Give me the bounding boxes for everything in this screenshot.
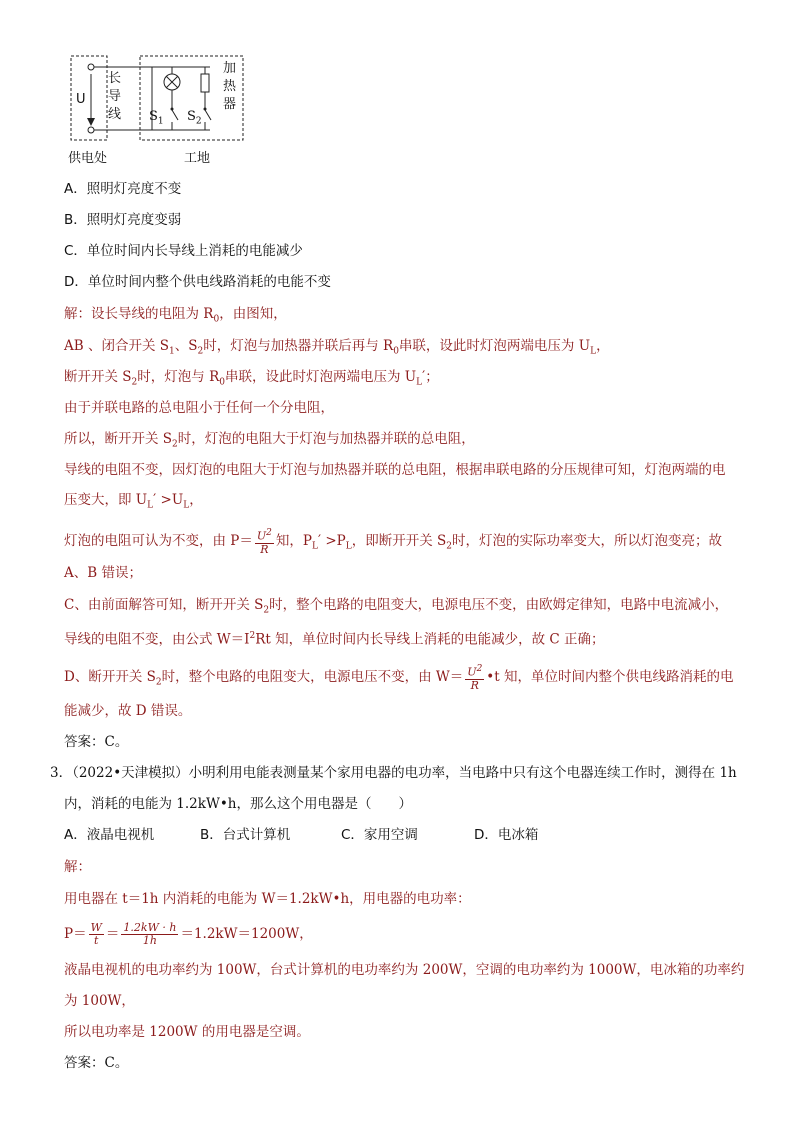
solution-line: 解：设长导线的电阻为 $R_0$，由图知，	[64, 306, 287, 325]
option-c: C．单位时间内长导线上消耗的电能减少	[64, 243, 303, 259]
solution-line: 由于并联电路的总电阻小于任何一个分电阻，	[64, 400, 334, 416]
solution-line: 能减少，故 D 错误。	[64, 703, 192, 719]
q3-option-d: D．电冰箱	[474, 827, 539, 843]
voltage-label: U	[76, 92, 86, 107]
question-3-stem: 内，消耗的电能为 1.2kW•h，那么这个用电器是（ ）	[64, 796, 412, 812]
option-a: A．照明灯亮度不变	[64, 181, 182, 197]
circuit-diagram	[60, 52, 260, 172]
site-label: 工地	[184, 151, 211, 166]
power-fraction: $\frac{U^2}{R}$	[256, 528, 272, 556]
solution-line: 用电器在 t＝1h 内消耗的电能为 W＝1.2kW•h，用电器的电功率：	[64, 891, 471, 907]
answer-q3: 答案：C。	[64, 1055, 129, 1071]
solution-line: 所以，断开开关 $S_2$时，灯泡的电阻大于灯泡与加热器并联的总电阻，	[64, 431, 475, 450]
switch-s2-label: $S_2$	[187, 109, 202, 127]
power-w-over-t: $\frac{W}{t}$	[90, 921, 102, 947]
power-value-fraction: $\frac{1.2kW \cdot h}{1h}$	[123, 921, 177, 947]
solution-line: 为 100W，	[64, 993, 135, 1009]
solution-line: 导线的电阻不变，由公式 $W=I^2Rt$ 知，单位时间内长导线上消耗的电能减少，故 C 正确；	[64, 631, 605, 648]
q3-option-a: A．液晶电视机	[64, 827, 155, 843]
solution-line: 解：	[64, 859, 91, 875]
q3-option-b: B．台式计算机	[200, 827, 291, 843]
wire-label: 长导线	[108, 71, 122, 122]
option-b: B．照明灯亮度变弱	[64, 212, 182, 228]
solution-line: A、B 错误；	[64, 565, 142, 581]
supply-label: 供电处	[68, 151, 108, 166]
solution-line: 导线的电阻不变，因灯泡的电阻大于灯泡与加热器并联的总电阻，根据串联电路的分压规律可知，灯泡两端的电	[64, 462, 726, 478]
solution-line: 液晶电视机的电功率约为 100W，台式计算机的电功率约为 200W，空调的电功率约为 1000W，电冰箱的功率约	[64, 962, 745, 978]
solution-line: AB 、闭合开关 $S_1$、$S_2$时，灯泡与加热器并联后再与 $R_0$串联，设此时灯泡两端电压为 $U_L$，	[64, 338, 610, 357]
solution-line: D、断开开关 $S_2$时，整个电路的电阻变大，电源电压不变，由 W＝ $\frac{U^2}{R}$ •t 知，单位时间内整个供电线路消耗的电	[64, 664, 734, 692]
solution-line: C、由前面解答可知，断开开关 $S_2$时，整个电路的电阻变大，电源电压不变，由欧姆定律知，电路中电流减小，	[64, 597, 729, 616]
solution-line: 灯泡的电阻可认为不变，由 P＝ $\frac{U^2}{R}$ 知，$P_L' >P_L$，即断开开关 $S_2$时，灯泡的实际功率变大，所以灯泡变亮；故	[64, 528, 722, 556]
heater-label: 加热器	[223, 61, 237, 112]
solution-line: 断开开关 $S_2$时，灯泡与 $R_0$串联，设此时灯泡两端电压为 $U_L'$；	[64, 369, 439, 388]
energy-fraction: $\frac{U^2}{R}$	[467, 664, 483, 692]
solution-line: P＝ $\frac{W}{t}$ ＝ $\frac{1.2kW \cdot h}{1h}$ ＝1.2kW＝1200W，	[64, 921, 313, 947]
answer-q2: 答案：C。	[64, 734, 129, 750]
switch-s1-label: $S_1$	[149, 109, 164, 127]
solution-line: 所以电功率是 1200W 的用电器是空调。	[64, 1024, 310, 1040]
question-3-stem: 3．（2022•天津模拟）小明利用电能表测量某个家用电器的电功率，当电路中只有这个电器连续工作时，测得在 1h	[50, 765, 737, 781]
option-d: D．单位时间内整个供电线路消耗的电能不变	[64, 274, 331, 290]
solution-line: 压变大，即 $U_L' >U_L$，	[64, 492, 203, 511]
q3-option-c: C．家用空调	[341, 827, 418, 843]
